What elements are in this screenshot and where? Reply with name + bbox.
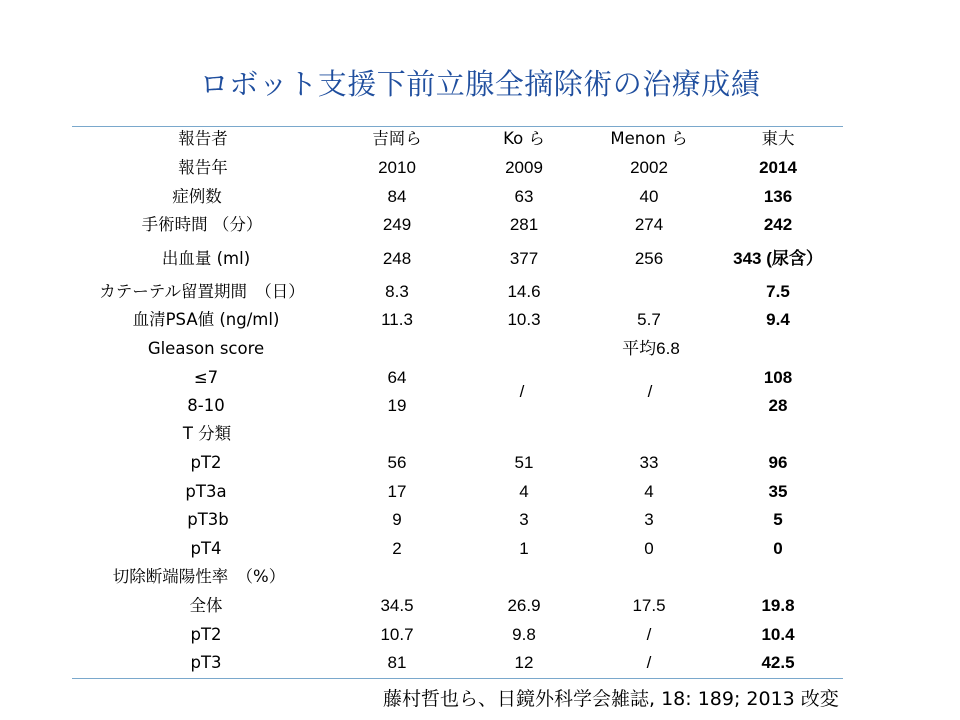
row-label-pt3a: pT3a [185, 482, 227, 501]
cell-pt3a-menon: 4 [644, 482, 654, 501]
cell-pt2-ko: 51 [514, 453, 534, 472]
row-label-op-time: 手術時間 （分） [141, 215, 263, 234]
cell-pt4-ko: 1 [519, 539, 529, 558]
cell-blood-loss-menon: 256 [634, 249, 664, 268]
cell-year-ko: 2009 [505, 158, 543, 177]
header-col-ko: Ko ら [503, 129, 545, 148]
cell-gleason-le7-yoshioka: 64 [387, 368, 407, 387]
cell-gleason-8-10-todai: 28 [768, 396, 788, 415]
cell-margin-pt3-yoshioka: 81 [387, 653, 407, 672]
cell-margin-all-todai: 19.8 [761, 596, 795, 615]
cell-pt4-menon: 0 [644, 539, 654, 558]
cell-cases-yoshioka: 84 [387, 187, 407, 206]
cell-op-time-todai: 242 [763, 215, 793, 234]
cell-margin-pt3-ko: 12 [514, 653, 534, 672]
header-label: 報告者 [178, 129, 228, 148]
cell-margin-all-ko: 26.9 [507, 596, 541, 615]
cell-margin-pt3-menon: / [646, 653, 652, 672]
row-label-margin-all: 全体 [189, 596, 223, 615]
cell-pt3b-todai: 5 [773, 510, 783, 529]
gleason-ko-merged: / [519, 382, 525, 401]
cell-pt3a-ko: 4 [519, 482, 529, 501]
header-col-todai: 東大 [761, 129, 795, 148]
cell-cases-todai: 136 [763, 187, 793, 206]
cell-pt2-todai: 96 [768, 453, 788, 472]
cell-blood-loss-yoshioka: 248 [382, 249, 412, 268]
row-label-margin: 切除断端陽性率 （%） [112, 567, 286, 586]
header-col-menon: Menon ら [610, 129, 688, 148]
cell-margin-pt2-yoshioka: 10.7 [380, 625, 414, 644]
row-label-catheter: カテーテル留置期間 （日） [99, 282, 305, 301]
row-label-psa: 血清PSA値 (ng/ml) [132, 310, 280, 329]
cell-cases-menon: 40 [639, 187, 659, 206]
cell-year-yoshioka: 2010 [378, 158, 416, 177]
row-label-pt2: pT2 [190, 453, 222, 472]
row-label-margin-pt2: pT2 [190, 625, 222, 644]
cell-margin-pt2-menon: / [646, 625, 652, 644]
cell-blood-loss-todai: 343 (尿含） [733, 249, 823, 268]
cell-op-time-menon: 274 [634, 215, 664, 234]
cell-margin-all-yoshioka: 34.5 [380, 596, 414, 615]
row-label-year: 報告年 [178, 158, 228, 177]
cell-gleason-8-10-yoshioka: 19 [387, 396, 407, 415]
cell-blood-loss-ko: 377 [509, 249, 539, 268]
cell-year-menon: 2002 [630, 158, 668, 177]
slide-title: ロボット支援下前立腺全摘除術の治療成績 [199, 67, 761, 101]
source-citation: 藤村哲也ら、日鏡外科学会雑誌, 18: 189; 2013 改変 [383, 688, 839, 710]
cell-margin-pt2-todai: 10.4 [761, 625, 795, 644]
cell-pt3b-yoshioka: 9 [392, 510, 402, 529]
cell-pt2-yoshioka: 56 [387, 453, 407, 472]
cell-gleason-menon: 平均6.8 [622, 339, 680, 358]
row-label-t-stage: T 分類 [182, 424, 232, 443]
cell-pt3a-yoshioka: 17 [387, 482, 407, 501]
cell-catheter-yoshioka: 8.3 [385, 282, 409, 301]
row-label-gleason-le7: ≤7 [193, 368, 219, 387]
row-label-pt4: pT4 [190, 539, 222, 558]
cell-catheter-ko: 14.6 [507, 282, 541, 301]
cell-psa-menon: 5.7 [637, 310, 661, 329]
row-label-cases: 症例数 [172, 187, 222, 206]
cell-pt3b-menon: 3 [644, 510, 654, 529]
cell-psa-ko: 10.3 [507, 310, 541, 329]
row-label-blood-loss: 出血量 (ml) [161, 249, 251, 268]
cell-pt3b-ko: 3 [519, 510, 529, 529]
row-label-gleason: Gleason score [147, 339, 265, 358]
cell-psa-yoshioka: 11.3 [381, 310, 413, 329]
cell-margin-all-menon: 17.5 [632, 596, 666, 615]
row-label-pt3b: pT3b [187, 510, 229, 529]
cell-margin-pt2-ko: 9.8 [512, 625, 536, 644]
gleason-menon-merged: / [647, 382, 653, 401]
cell-pt4-yoshioka: 2 [392, 539, 402, 558]
cell-psa-todai: 9.4 [766, 310, 790, 329]
cell-op-time-ko: 281 [509, 215, 539, 234]
header-col-yoshioka: 吉岡ら [372, 129, 422, 148]
cell-pt2-menon: 33 [639, 453, 659, 472]
row-label-gleason-8-10: 8-10 [187, 396, 225, 415]
cell-year-todai: 2014 [759, 158, 797, 177]
cell-pt4-todai: 0 [773, 539, 783, 558]
cell-margin-pt3-todai: 42.5 [761, 653, 795, 672]
cell-op-time-yoshioka: 249 [382, 215, 412, 234]
cell-gleason-le7-todai: 108 [763, 368, 793, 387]
cell-cases-ko: 63 [514, 187, 534, 206]
cell-catheter-todai: 7.5 [766, 282, 790, 301]
cell-pt3a-todai: 35 [768, 482, 788, 501]
row-label-margin-pt3: pT3 [190, 653, 222, 672]
